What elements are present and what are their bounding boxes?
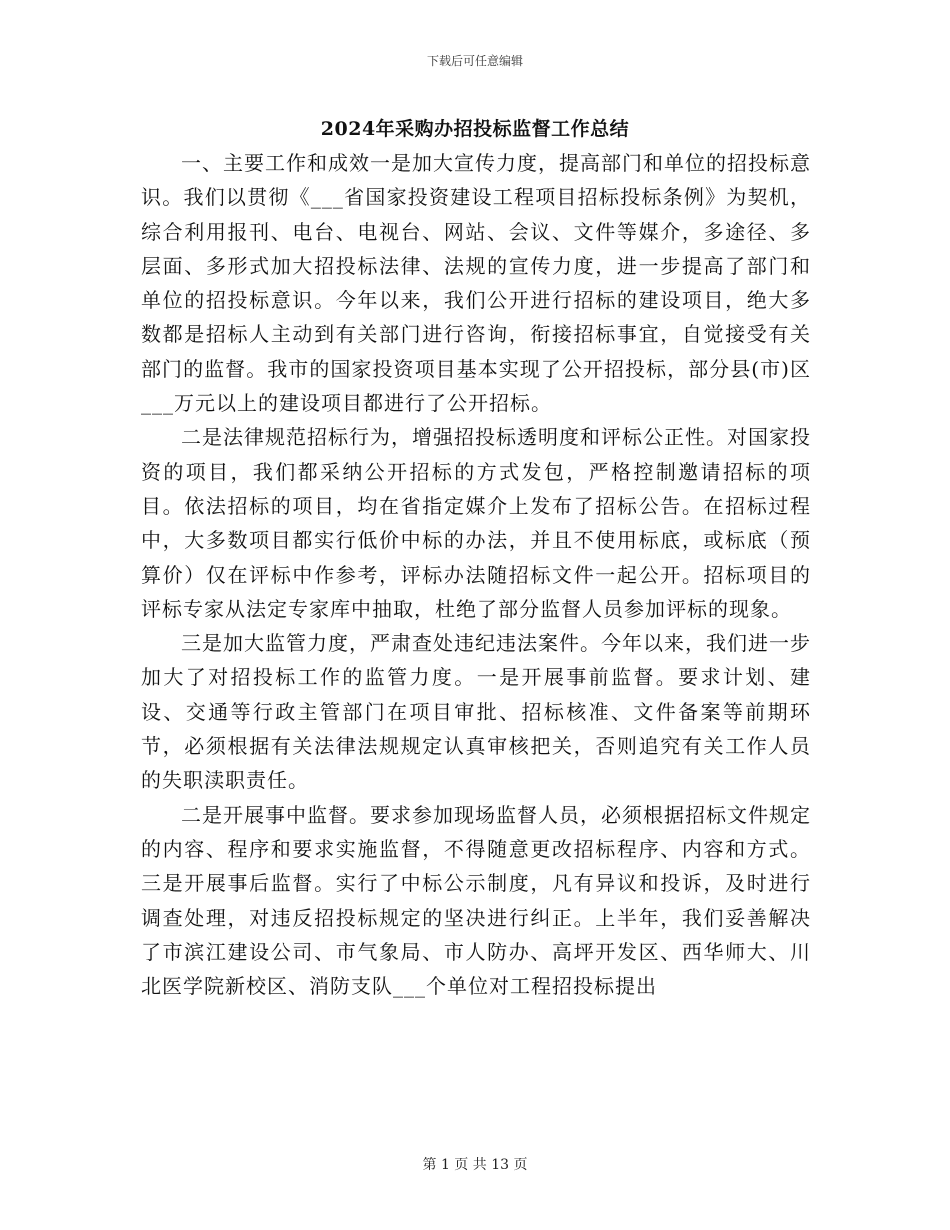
body-paragraph: 一、主要工作和成效一是加大宣传力度，提高部门和单位的招投标意识。我们以贯彻《___省国家投资建设工程项目招标投标条例》为契机，综合利用报刊、电台、电视台、网站、会议、文件等媒介，多途径、多层面、多形式加大招投标法律、法规的宣传力度，进一步提高了部门和单位的招投标意识。今年以来，我们公开进行招标的建设项目，绝大多数都是招标人主动到有关部门进行咨询，衔接招标事宜，自觉接受有关部门的监督。我市的国家投资项目基本实现了公开招投标，部分县(市)区___万元以上的建设项目都进行了公开招标。 [141,151,811,416]
body-paragraph: 二是法律规范招标行为，增强招投标透明度和评标公正性。对国家投资的项目，我们都采纳公开招标的方式发包，严格控制邀请招标的项目。依法招标的项目，均在省指定媒介上发布了招标公告。在招标过程中，大多数项目都实行低价中标的办法，并且不使用标底，或标底（预算价）仅在评标中作参考，评标办法随招标文件一起公开。招标项目的评标专家从法定专家库中抽取，杜绝了部分监督人员参加评标的现象。 [141,425,811,621]
body-paragraph: 三是加大监管力度，严肃查处违纪违法案件。今年以来，我们进一步加大了对招投标工作的监管力度。一是开展事前监督。要求计划、建设、交通等行政主管部门在项目审批、招标核准、文件备案等前期环节，必须根据有关法律法规规定认真审核把关，否则追究有关工作人员的失职渎职责任。 [141,631,811,793]
document-body [141,146,811,1003]
page-header: 下载后可任意编辑 [426,54,523,68]
page-number: 第 1 页 共 13 页 [422,1157,528,1173]
body-paragraph: 二是开展事中监督。要求参加现场监督人员，必须根据招标文件规定的内容、程序和要求实施监督，不得随意更改招标程序、内容和方式。三是开展事后监督。实行了中标公示制度，凡有异议和投诉，及时进行调查处理，对违反招投标规定的坚决进行纠正。上半年，我们妥善解决了市滨江建设公司、市气象局、市人防办、高坪开发区、西华师大、川北医学院新校区、消防支队___个单位对工程招投标提出 [141,802,811,999]
document-title: 2024年采购办招投标监督工作总结 [320,118,630,140]
